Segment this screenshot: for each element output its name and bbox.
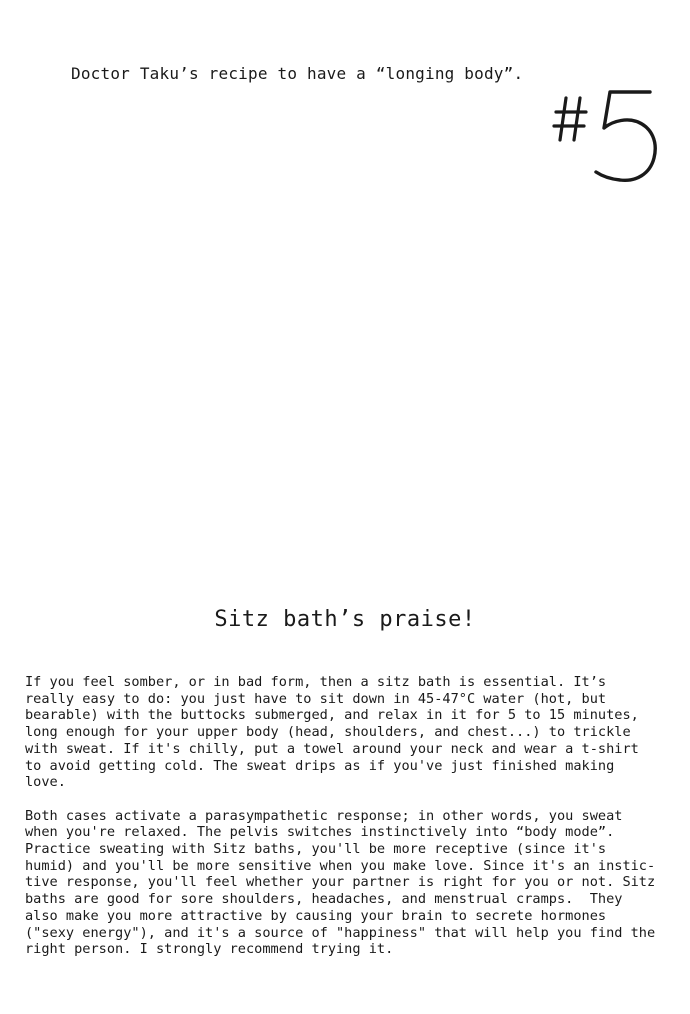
- chapter-number-glyphs: [552, 70, 672, 190]
- page-header-line: Doctor Taku’s recipe to have a “longing body”.: [71, 64, 524, 83]
- chapter-number: [552, 70, 672, 190]
- section-title: Sitz bath’s praise!: [214, 607, 476, 632]
- numeral-five: [596, 92, 655, 180]
- article-body: [25, 674, 675, 958]
- hash-sign: [554, 98, 586, 140]
- paragraph-sitz-bath-benefits: Both cases activate a parasympathetic response; in other words, you sweat when you're relaxed. The pelvis switches instinctively into “body mode”. Practice sweating with Sitz baths, you'll be more receptive (since it's humid) and you'll be more sensitive when you make love. Since it's an instic- tive response, you'll feel whether your partner is right for you or not. Sitz baths are good for sore shoulders, headaches, and menstrual cramps. They also make you more attractive by causing your brain to secrete hormones ("sexy energy"), and it's a source of "happiness" that will help you find the right person. I strongly recommend trying it.: [25, 807, 656, 958]
- paragraph-sitz-bath-method: If you feel somber, or in bad form, then a sitz bath is essential. It’s really easy to do: you just have to sit down in 45-47°C water (hot, but bearable) with the buttocks submerged, and relax in it for 5 to 15 minutes, long enough for your upper body (head, shoulders, and chest...) to trickle with sweat. If it's chilly, put a towel around your neck and wear a t-shirt to avoid getting cold. The sweat drips as if you've just finished making love.: [25, 674, 639, 791]
